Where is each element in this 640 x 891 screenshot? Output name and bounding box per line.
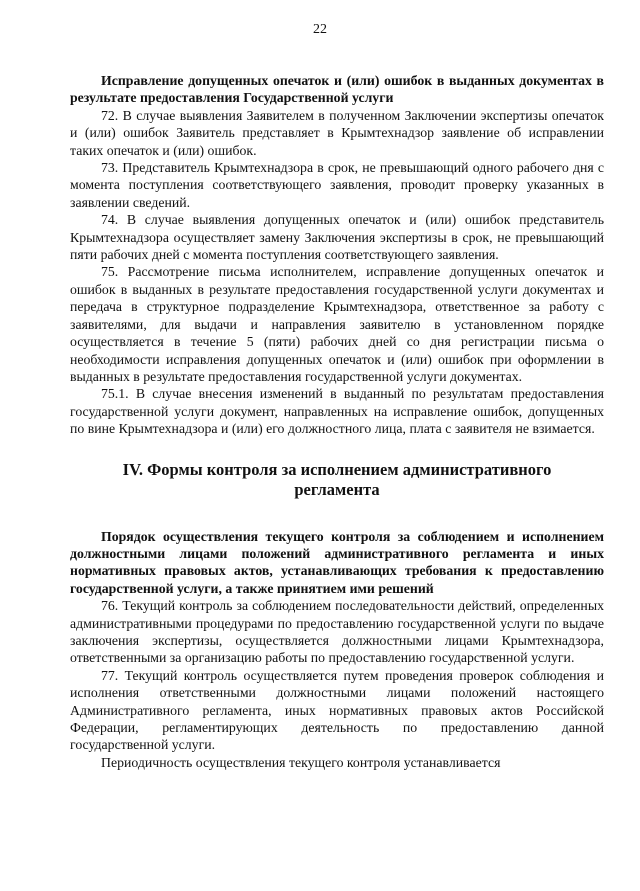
paragraph-72: 72. В случае выявления Заявителем в полученном Заключении экспертизы опечаток и (или) ошибок Заявитель представляет в Крымтехнадзор заявление об исправлении таких опечаток и (или) ошибок. [70,107,604,158]
paragraph-periodicity: Периодичность осуществления текущего контроля устанавливается [101,754,501,770]
section-heading-control: Порядок осуществления текущего контроля за соблюдением и исполнением должностными лицами положений административного регламента и иных нормативных правовых актов, устанавливающих требования к предоставлению государственной услуги, а также принятием ими решений [70,528,604,596]
paragraph-75-1: 75.1. В случае внесения изменений в выданный по результатам предоставления государственной услуги документ, направленных на исправление ошибок, допущенных по вине Крымтехнадзора и (или) его должностного лица, плата с заявителя не взимается. [70,386,604,437]
paragraph-77: 77. Текущий контроль осуществляется путем проведения проверок соблюдения и исполнения ответственными должностными лицами положений настоящего Административного регламента, иных нормативных правовых актов Российской Федерации, регламентирующих деятельность по предоставлению данной государственной услуги. [70,667,604,753]
chapter-title: IV. Формы контроля за исполнением административного регламента [122,459,552,499]
paragraph-75: 75. Рассмотрение письма исполнителем, исправление допущенных опечаток и ошибок в выданных в результате предоставления государственной услуги документах и передача в структурное подразделение Крымтехнадзора, ответственное за работу с заявителями, для выдачи и направления заявителю в установленном порядке осуществляется в течение 5 (пяти) рабочих дней со дня регистрации письма о необходимости исправления допущенных опечаток и (или) ошибок при оформлении в выданных в результате предоставления государственной услуги документах. [70,264,604,384]
document-body [70,72,604,771]
section-heading-corrections: Исправление допущенных опечаток и (или) ошибок в выданных документах в результате предоставления Государственной услуги [70,73,604,106]
paragraph-76: 76. Текущий контроль за соблюдением последовательности действий, определенных административными процедурами по предоставлению государственной услуги по выдаче заключения экспертизы, осуществляется должностными лицами Крымтехнадзора, ответственными за организацию работы по предоставлению государственной услуги. [70,598,604,666]
page-number: 22 [313,22,327,37]
paragraph-73: 73. Представитель Крымтехнадзора в срок, не превышающий одного рабочего дня с момента поступления соответствующего заявления, проводит проверку указанных в заявлении сведений. [70,160,604,210]
paragraph-74: 74. В случае выявления допущенных опечаток и (или) ошибок представитель Крымтехнадзора осуществляет замену Заключения экспертизы в срок, не превышающий пяти рабочих дней с момента поступления соответствующего заявления. [70,212,604,263]
